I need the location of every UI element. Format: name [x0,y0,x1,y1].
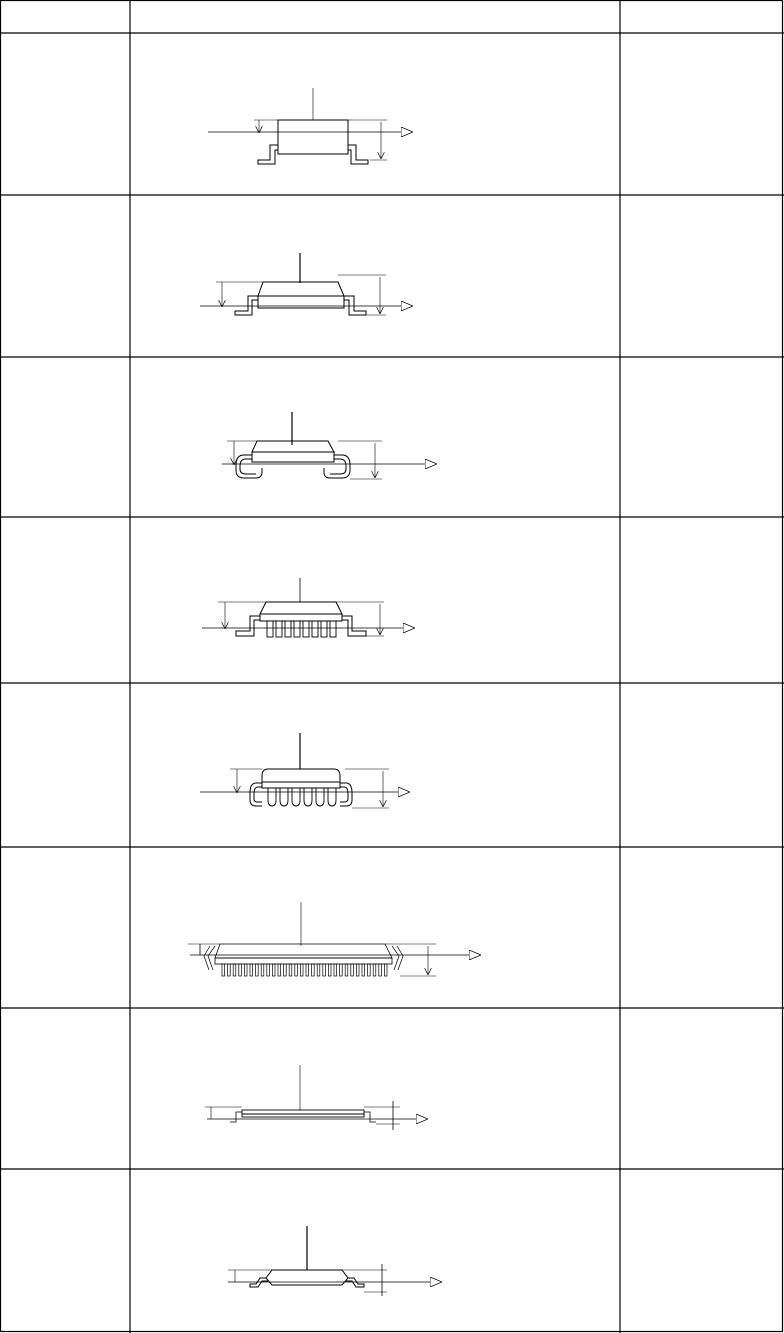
package-side-view-8 [228,1226,442,1296]
package-lead [362,964,365,976]
package-lead [233,964,236,976]
package-lead [272,964,275,976]
package-side-view-6 [188,902,481,976]
package-lead [384,964,387,976]
package-side-view-4 [202,578,415,637]
package-lead [289,964,292,976]
package-side-view-3 [222,412,437,479]
package-lead [278,964,281,976]
package-lead [244,964,247,976]
package-lead [284,964,287,976]
package-lead [312,964,315,976]
package-lead [323,964,326,976]
package-lead [345,964,348,976]
package-side-view-7 [205,1065,428,1130]
package-lead [250,964,253,976]
package-lead [356,964,359,976]
package-lead [368,964,371,976]
package-lead [256,964,259,976]
package-lead [328,964,331,976]
package-lead [340,964,343,976]
package-lead [379,964,382,976]
package-lead [228,964,231,976]
package-side-view-5 [200,733,410,808]
package-side-view-2 [200,253,413,315]
package-lead [300,964,303,976]
package-lead [261,964,264,976]
package-lead [295,964,298,976]
package-lead [306,964,309,976]
package-lead [239,964,242,976]
package-lead [222,964,225,976]
package-lead [317,964,320,976]
package-lead [351,964,354,976]
package-lead [267,964,270,976]
package-lead [334,964,337,976]
package-lead [373,964,376,976]
package-side-view-1 [208,88,413,164]
